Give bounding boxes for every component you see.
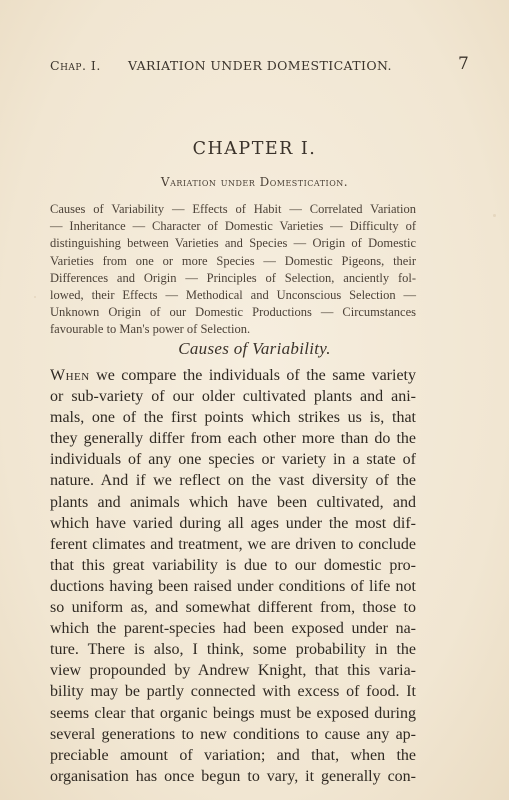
body-first-line-rest: we compare the individuals of the same variety xyxy=(89,367,416,384)
paper-spot xyxy=(493,214,496,217)
body-line: that this great variability is due to our domestic pro- xyxy=(50,556,416,574)
chapter-synopsis xyxy=(50,201,416,339)
chapter-title: CHAPTER I. xyxy=(192,139,317,159)
body-line: mals, one of the first points which strikes us is, that xyxy=(50,409,416,427)
synopsis-line: — Inheritance — Character of Domestic Varieties — Difficulty of xyxy=(50,219,416,234)
synopsis-line: Unknown Origin of our Domestic Productions — Circumstances xyxy=(50,305,416,320)
body-line: nature. And if we reflect on the vast diversity of the xyxy=(50,472,416,490)
synopsis-line: lowed, their Effects — Methodical and Unconscious Selection — xyxy=(50,287,416,302)
body-line: ture. There is also, I think, some probability in the xyxy=(50,641,416,659)
body-text xyxy=(50,365,416,787)
synopsis-line: Causes of Variability — Effects of Habit — Correlated Variation xyxy=(50,202,416,216)
synopsis-line: Differences and Origin — Principles of Selection, anciently fol- xyxy=(50,270,416,285)
section-heading: Causes of Variability. xyxy=(178,339,331,358)
body-line: they generally differ from each other more than do the xyxy=(50,430,416,448)
body-line: seems clear that organic beings must be exposed during xyxy=(50,704,416,722)
body-line: ductions having been raised under conditions of life not xyxy=(50,577,416,595)
running-head-title: VARIATION UNDER DOMESTICATION. xyxy=(128,58,392,73)
body-line: which the parent-species had been exposed under na- xyxy=(50,620,416,638)
body-line: preciable amount of variation; and that, when the xyxy=(50,746,416,764)
body-line: or sub-variety of our older cultivated plants and ani- xyxy=(50,388,416,406)
synopsis-line: Varieties from one or more Species — Domestic Pigeons, their xyxy=(50,253,416,268)
body-line: bility may be partly connected with excess of food. It xyxy=(50,683,416,701)
body-line: plants and animals which have been cultivated, and xyxy=(50,493,416,511)
body-line: organisation has once begun to vary, it generally con- xyxy=(50,767,416,785)
synopsis-line: favourable to Man's power of Selection. xyxy=(50,322,251,337)
paper-spot xyxy=(34,296,36,298)
chapter-subtitle: Variation under Domestication. xyxy=(160,175,349,189)
body-line: individuals of any one species or variety in a state of xyxy=(50,451,416,469)
body-first-word: When xyxy=(50,367,90,384)
page-number: 7 xyxy=(458,54,470,74)
synopsis-line: distinguishing between Varieties and Species — Origin of Domestic xyxy=(50,236,416,251)
running-head-chapter: Chap. I. xyxy=(50,58,101,73)
body-line: which have varied during all ages under the most dif- xyxy=(50,514,416,532)
body-line: so uniform as, and somewhat different from, those to xyxy=(50,599,416,617)
body-line: several generations to new conditions to cause any ap- xyxy=(50,725,416,743)
body-line: view propounded by Andrew Knight, that this varia- xyxy=(50,662,416,680)
body-line-first xyxy=(50,365,416,386)
body-line: ferent climates and treatment, we are driven to conclude xyxy=(50,535,416,553)
